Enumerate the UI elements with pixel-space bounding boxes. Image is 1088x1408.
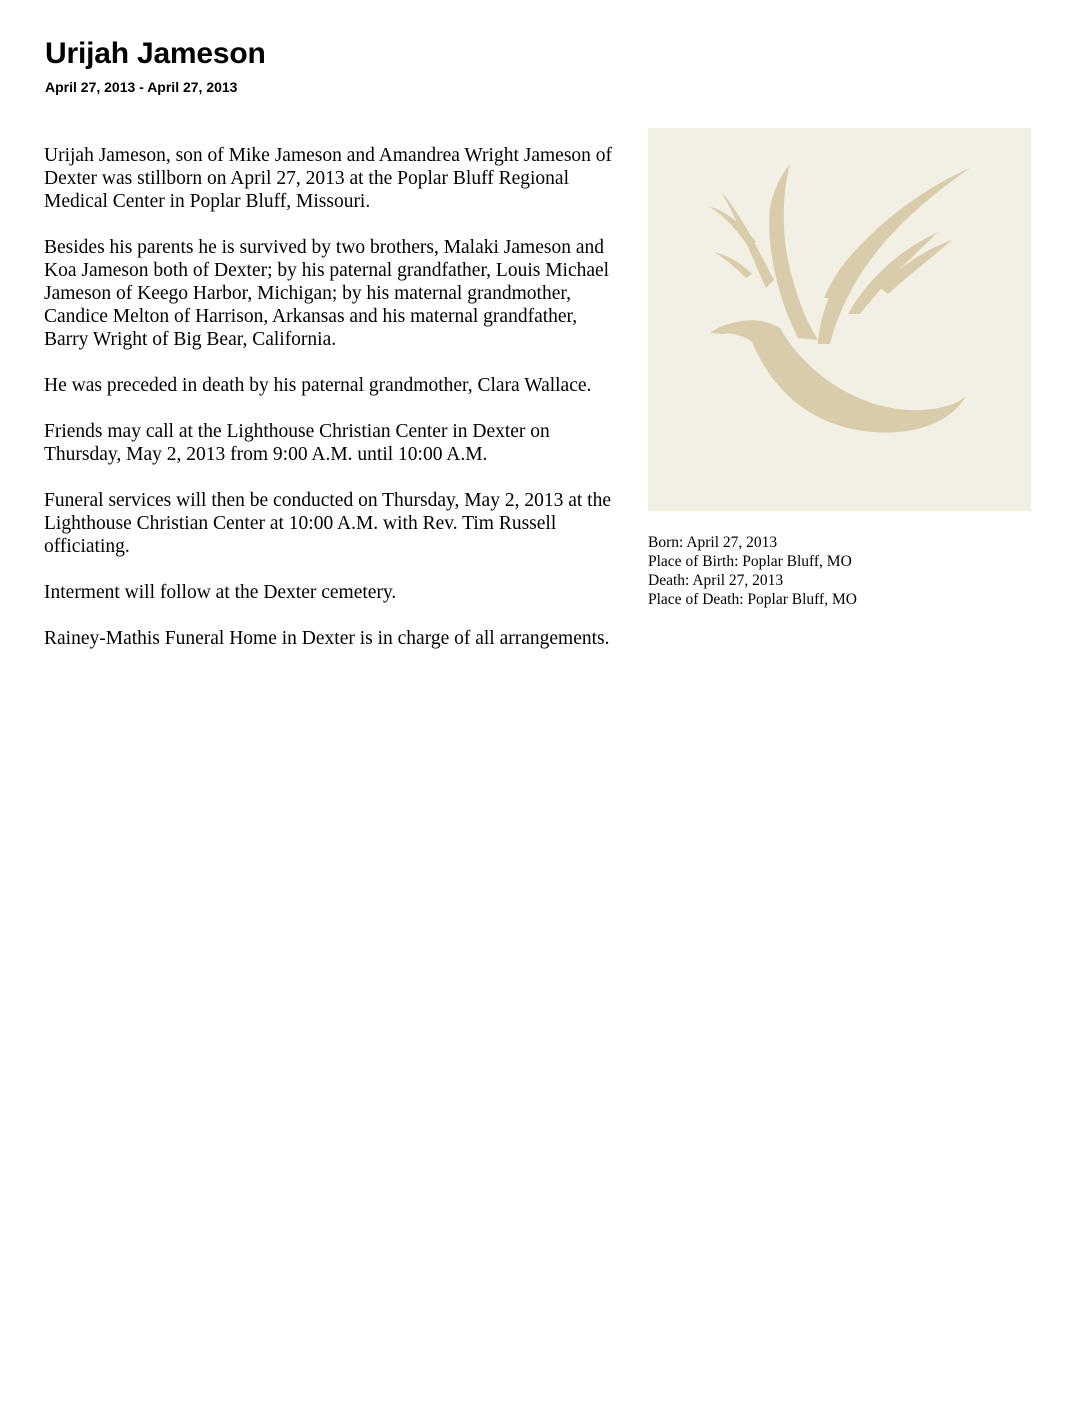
life-dates: April 27, 2013 - April 27, 2013 <box>45 79 238 95</box>
obituary-paragraph: Funeral services will then be conducted on Thursday, May 2, 2013 at the Lighthouse Christian Center at 10:00 A.M. with Rev. Tim Russell officiating. <box>44 490 611 557</box>
obituary-paragraph: Interment will follow at the Dexter cemetery. <box>44 582 397 603</box>
obituary-paragraph: He was preceded in death by his paternal grandmother, Clara Wallace. <box>44 375 592 396</box>
place-of-birth: Place of Birth: Poplar Bluff, MO <box>648 553 852 570</box>
obituary-paragraph: Besides his parents he is survived by two brothers, Malaki Jameson and Koa Jameson both of Dexter; by his paternal grandfather, Louis Michael Jameson of Keego Harbor, Michigan; by his maternal grandmother, Candice Melton of Harrison, Arkansas and his maternal grandfather, Barry Wright of Big Bear, California. <box>44 237 610 350</box>
death-date: Death: April 27, 2013 <box>648 572 784 589</box>
born-date: Born: April 27, 2013 <box>648 534 778 551</box>
place-of-death: Place of Death: Poplar Bluff, MO <box>648 591 857 608</box>
obituary-text <box>44 144 614 673</box>
obituary-paragraph: Urijah Jameson, son of Mike Jameson and Amandrea Wright Jameson of Dexter was stillborn on April 27, 2013 at the Poplar Bluff Regional Medical Center in Poplar Bluff, Missouri. <box>44 145 613 212</box>
dove-icon <box>648 128 1031 511</box>
vital-facts <box>648 533 1048 609</box>
dove-emblem <box>648 128 1031 511</box>
obituary-paragraph: Friends may call at the Lighthouse Christian Center in Dexter on Thursday, May 2, 2013 from 9:00 A.M. until 10:00 A.M. <box>44 421 550 465</box>
deceased-name: Urijah Jameson <box>45 37 266 70</box>
obituary-paragraph: Rainey-Mathis Funeral Home in Dexter is in charge of all arrangements. <box>44 628 610 649</box>
